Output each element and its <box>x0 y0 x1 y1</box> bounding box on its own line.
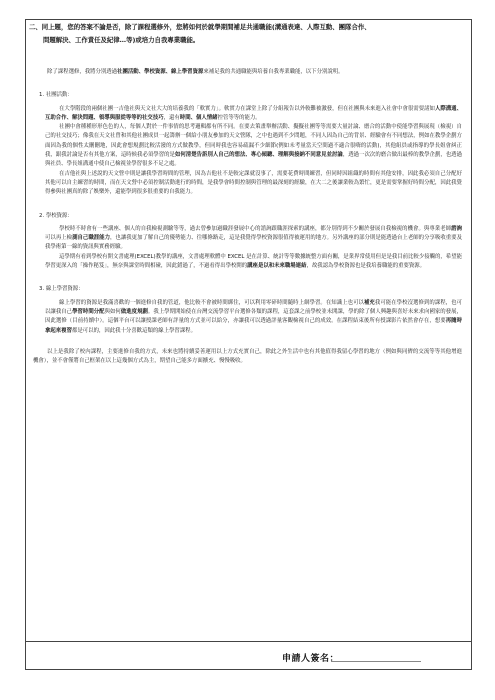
signature-row <box>25 642 472 670</box>
clubs-paragraph-1 <box>33 105 462 124</box>
spacer <box>33 336 462 340</box>
text: 線上學習的資源是我滿喜歡的一個進修自我的管道，他比較不會被時間綁住，可以利用零碎時間隨時上網學習。在知識上也可以 <box>59 299 364 306</box>
text: 與如何 <box>104 308 121 315</box>
text: 控管等等的能力。 <box>217 114 261 121</box>
text: 在大學階段的兩個社團一吉他社與天文社大大的培養我的「軟實力」。軟實力在課堂上除了分組報告以外較難被激發，但在社團與未來進入社會中會很需要諸如 <box>59 105 435 112</box>
online-paragraph-1 <box>33 299 462 336</box>
clubs-paragraph-3: 在吉他社與上述說的天文營中則是讓我學習時間的管理，因為吉他社不是較定課就沒事了，需要花費時間練習，但同時因組織的時間有其他安排，因此我必須自己分配好其他可以自主練習的時間，而在天文營中必須控制活動進行的時間，是我學會時間控制與管理的最深刻的經驗，在大二之後讓業較為繁忙，更是需要掌握好時間分配，因此我覺得參與社團真的除了娛樂外，還能學到很多很重要的自我能力。 <box>45 170 462 196</box>
signature-field[interactable] <box>331 661 421 662</box>
text: 我可能在學校沒選修到的課程，也可以讓我自己 <box>45 299 462 315</box>
signature-label: 申請人簽名： <box>282 654 340 664</box>
intro-paragraph <box>33 68 462 77</box>
highlight: 人際溝通、互助合作、解決問題、領導與服從等等的社交技巧 <box>45 105 462 121</box>
highlight: 時間、個人情緒 <box>179 114 218 121</box>
highlight: 再隨時拿起來複習 <box>45 318 462 334</box>
highlight: 諮詢 <box>451 225 462 232</box>
intro-text-end: 來補足我的共通職能與培養自我專業職能，以下分別說明。 <box>203 69 344 75</box>
clubs-paragraph-2 <box>33 123 462 169</box>
text: 。我上學期開始使在台灣交流學習平台選修各類的課程，這套課之前學校並未開課，學的除了個人興趣與喜好未來求向國家的發展，因此選修（目前持續中）。這個平台可以讓授課老師有評量的方式並可以給分，亦讓我可以透過評量客觀檢視自己的成效。在課程結束後所有授課影片依然會存在，想要 <box>45 308 462 325</box>
text: 可以再上檢 <box>45 235 73 242</box>
answer-body <box>33 68 462 366</box>
text: 都是可以的，因此我十分喜歡這類的線上學習課程。 <box>71 327 196 334</box>
intro-text: 除了課程選修，我將分別透過 <box>47 69 118 75</box>
prompt-line-2: 問題解決、工作責任及紀律…等)或培力自我專業職能。 <box>43 36 200 44</box>
highlight: 講座是以和未來職場連結 <box>247 263 307 270</box>
highlight: 做進度規劃 <box>120 308 148 315</box>
highlight: 學習時間分配 <box>72 308 105 315</box>
highlight: 測自己職涯能力 <box>72 235 110 242</box>
conclusion-paragraph: 以上是我除了校內課程，主要進修自我的方式，未來也將持續妥善運用以上方式充實自己，除此之外生活中也有其他值得我留心學習的地方（例如與同儕的交流等等其他增進機會），並不會僅將自己框架在以上這幾個方式為主，期望自己能多方面擴充、慢慢吸收。 <box>33 348 462 365</box>
school-paragraph-1 <box>33 225 462 253</box>
highlight: 如何清楚告訴別人自己的想法、專心傾聽、理解與接納不同意見並討論 <box>174 152 343 159</box>
section-heading-school: 2. 學校資源： <box>39 212 73 219</box>
text: ，也讓我更加了解自己的優勢能力、往哪條路走，這是我覺得學校資源很值得被運用的地方。另外講座的部分則是能透過台上老師的分享吸收重要及我學術第一線的資訊與實務經驗。 <box>45 235 462 251</box>
section-heading-online: 3. 線上學習資源： <box>39 286 84 293</box>
highlight: 補充 <box>363 299 375 306</box>
text: ，透過一次次的磨合做出最棒的教學企劃，也透過與社員、學長姐溝通中使自己檢視並學習很多不足之處。 <box>45 152 462 168</box>
text: ，還有 <box>163 114 180 121</box>
text: 這學期有看到學校有開文書處理(EXCEL)教學的講座，文書處理軟體中 EXCEL 是在計算、統計等等數據統整方面有關，是業界常使用但是是我目前比較少接觸的，希望能學習更深入的「操作秘笈」，無奈與課堂時間相碰，因此錯過了，不過看得出學校開的 <box>45 253 462 270</box>
text: ，故我認為學校資源也是我培養職能的重要資源。 <box>306 263 426 270</box>
section-heading-clubs: 1. 社團活動： <box>39 92 73 99</box>
intro-highlight: 社團活動、學校資源、線上學習資源 <box>117 69 204 75</box>
text: 社團中會種種形形色色的人，每個人對於一件事情的思考邏輯都有所不同。在要去策畫舉辦活動、擬擬社團等等需要大量討論、磨合的活動中使能學習與展現（檢視）自己的社交技巧；像我在天文社曾和其他社團成員一起籌辦一個給小朋友參加的天文營隊，之中也遇到不少問題，不同人因為自己的背景、經驗會有不同想法，例如在教學企劃方面因為我的個性太刪刪地，因此會想規劃比較活潑的方式做教學，但同時我也容易疏漏不少細節(例如未考量當天空間過不適合很嗨的活動)，其他組員或指導的學長姐會糾正我，跟我討論是否有其他方案，這時候我必須學習的是 <box>45 124 462 159</box>
school-paragraph-2 <box>33 253 462 272</box>
prompt-line-1: 二、同上題，您的答案不論是否，除了課程選修外，您將如何於就學期間補足共通職能(溝通表達、人際互動、團隊合作、 <box>29 23 371 31</box>
text: 學校時不時會有一些講座、個人的自我檢視測驗等等，過去曾參加過職涯發展中心的諮詢跟職涯探索的講座，都分別得到不少關於發展自我檢視的機會。與專業老師 <box>59 225 452 232</box>
question-prompt <box>29 21 468 47</box>
